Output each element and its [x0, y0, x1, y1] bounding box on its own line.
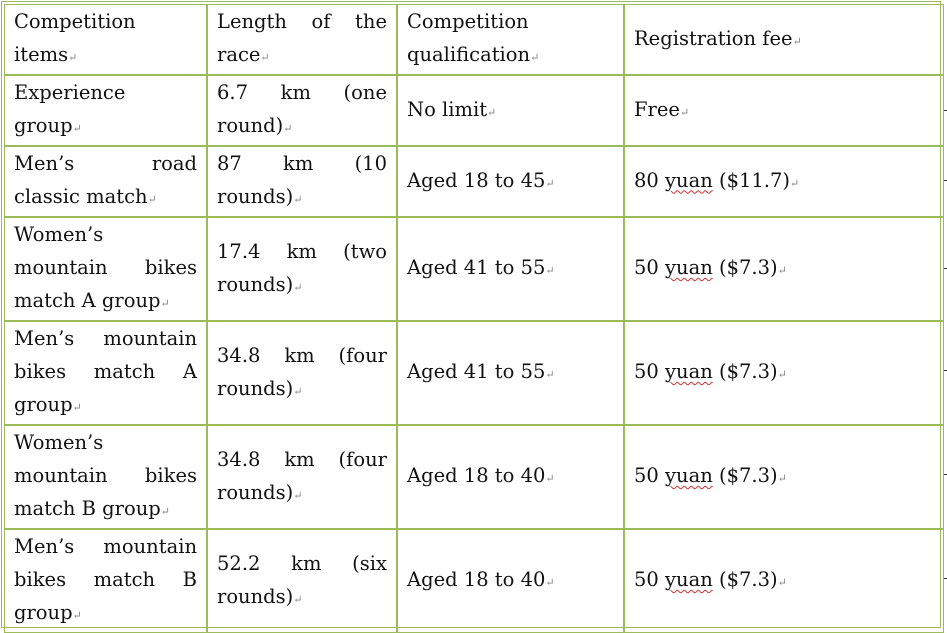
length-text: 6.7 km (one round)	[217, 81, 387, 137]
qualification-cell	[397, 529, 624, 633]
qualification-cell	[397, 217, 624, 321]
item-text: Men’s mountain bikes match A group	[14, 327, 197, 416]
paragraph-mark: ↵	[545, 368, 555, 381]
item-cell	[4, 217, 207, 321]
fee-amount: 80	[634, 168, 666, 192]
paragraph-mark: ↵	[293, 280, 303, 294]
paragraph-mark: ↵	[777, 264, 787, 277]
fee-cell	[624, 146, 944, 217]
header-items: Competition items	[14, 10, 136, 66]
table-row	[4, 321, 944, 425]
paragraph-mark: ↵	[293, 592, 303, 606]
fee-cell	[624, 75, 944, 146]
paragraph-mark: ↵	[260, 51, 270, 64]
qualification-text: Aged 18 to 40	[407, 568, 546, 591]
fee-dollars: ($7.3)	[712, 568, 778, 591]
header-row	[4, 4, 944, 75]
length-text: 17.4 km (two rounds)	[217, 239, 387, 296]
paragraph-mark: ↵	[293, 384, 303, 398]
header-fee: Registration fee	[634, 26, 793, 50]
qualification-cell	[397, 75, 624, 146]
paragraph-mark: ↵	[530, 51, 540, 64]
qualification-text: Aged 18 to 45	[407, 168, 546, 192]
length-cell	[207, 529, 397, 633]
paragraph-mark: ↵	[293, 193, 303, 206]
table-row	[4, 425, 944, 529]
item-cell	[4, 321, 207, 425]
length-text: 34.8 km (four rounds)	[217, 343, 387, 400]
fee-dollars: ($7.3)	[712, 256, 778, 279]
qualification-text: Aged 41 to 55	[407, 360, 546, 383]
length-cell	[207, 217, 397, 321]
length-text: 52.2 km (six rounds)	[217, 551, 387, 608]
paragraph-mark: ↵	[160, 505, 170, 518]
header-qualification-cell	[397, 4, 624, 75]
paragraph-mark: ↵	[72, 122, 82, 135]
fee-dollars: ($11.7)	[712, 168, 791, 192]
paragraph-mark: ↵	[68, 51, 78, 64]
header-items-cell	[4, 4, 207, 75]
header-fee-cell	[624, 4, 944, 75]
table-row	[4, 529, 944, 633]
qualification-cell	[397, 321, 624, 425]
paragraph-mark: ↵	[679, 105, 690, 119]
item-cell	[4, 425, 207, 529]
fee-yuan-spellcheck: yuan	[665, 360, 713, 383]
paragraph-mark: ↵	[160, 297, 170, 310]
paragraph-mark: ↵	[283, 122, 293, 135]
paragraph-mark: ↵	[545, 576, 555, 589]
table-row	[4, 146, 944, 217]
paragraph-mark: ↵	[792, 34, 802, 48]
qualification-cell	[397, 425, 624, 529]
item-text: Men’s mountain bikes match B group	[14, 535, 197, 624]
item-text: Women’s mountain bikes match A group	[14, 223, 197, 312]
item-text: Men’s road classic match	[14, 152, 197, 208]
paragraph-mark: ↵	[545, 472, 555, 485]
length-text: 34.8 km (four rounds)	[217, 447, 387, 504]
item-text: Experience group	[14, 81, 126, 137]
paragraph-mark: ↵	[777, 472, 787, 485]
length-cell	[207, 146, 397, 217]
fee-amount: 50	[634, 568, 666, 591]
paragraph-mark: ↵	[147, 193, 157, 206]
paragraph-mark: ↵	[545, 176, 555, 190]
length-text: 87 km (10 rounds)	[217, 152, 387, 208]
race-table	[4, 4, 944, 633]
table-row	[4, 217, 944, 321]
qualification-text: Aged 18 to 40	[407, 464, 546, 487]
item-cell	[4, 529, 207, 633]
paragraph-mark: ↵	[790, 176, 800, 190]
paragraph-mark: ↵	[545, 264, 555, 277]
fee-cell	[624, 217, 944, 321]
paragraph-mark: ↵	[72, 401, 82, 414]
fee-amount: 50	[634, 464, 666, 487]
paragraph-mark: ↵	[777, 368, 787, 381]
qualification-cell	[397, 146, 624, 217]
fee-yuan-spellcheck: yuan	[665, 568, 713, 591]
fee-yuan-spellcheck: yuan	[665, 168, 713, 192]
item-cell	[4, 75, 207, 146]
fee-amount: 50	[634, 360, 666, 383]
header-qualification: Competition qualification	[407, 10, 531, 66]
paragraph-mark: ↵	[293, 488, 303, 502]
item-cell	[4, 146, 207, 217]
length-cell	[207, 425, 397, 529]
paragraph-mark: ↵	[777, 576, 787, 589]
length-cell	[207, 321, 397, 425]
qualification-text: No limit	[407, 97, 488, 121]
fee-text: Free	[634, 97, 680, 121]
table-row	[4, 75, 944, 146]
qualification-text: Aged 41 to 55	[407, 256, 546, 279]
paragraph-mark: ↵	[487, 105, 497, 119]
fee-cell	[624, 529, 944, 633]
length-cell	[207, 75, 397, 146]
fee-dollars: ($7.3)	[712, 464, 778, 487]
fee-yuan-spellcheck: yuan	[665, 464, 713, 487]
header-length: Length of the race	[217, 10, 387, 66]
paragraph-mark: ↵	[72, 609, 82, 622]
fee-cell	[624, 425, 944, 529]
fee-cell	[624, 321, 944, 425]
item-text: Women’s mountain bikes match B group	[14, 431, 197, 520]
fee-yuan-spellcheck: yuan	[665, 256, 713, 279]
header-length-cell	[207, 4, 397, 75]
fee-amount: 50	[634, 256, 666, 279]
fee-dollars: ($7.3)	[712, 360, 778, 383]
